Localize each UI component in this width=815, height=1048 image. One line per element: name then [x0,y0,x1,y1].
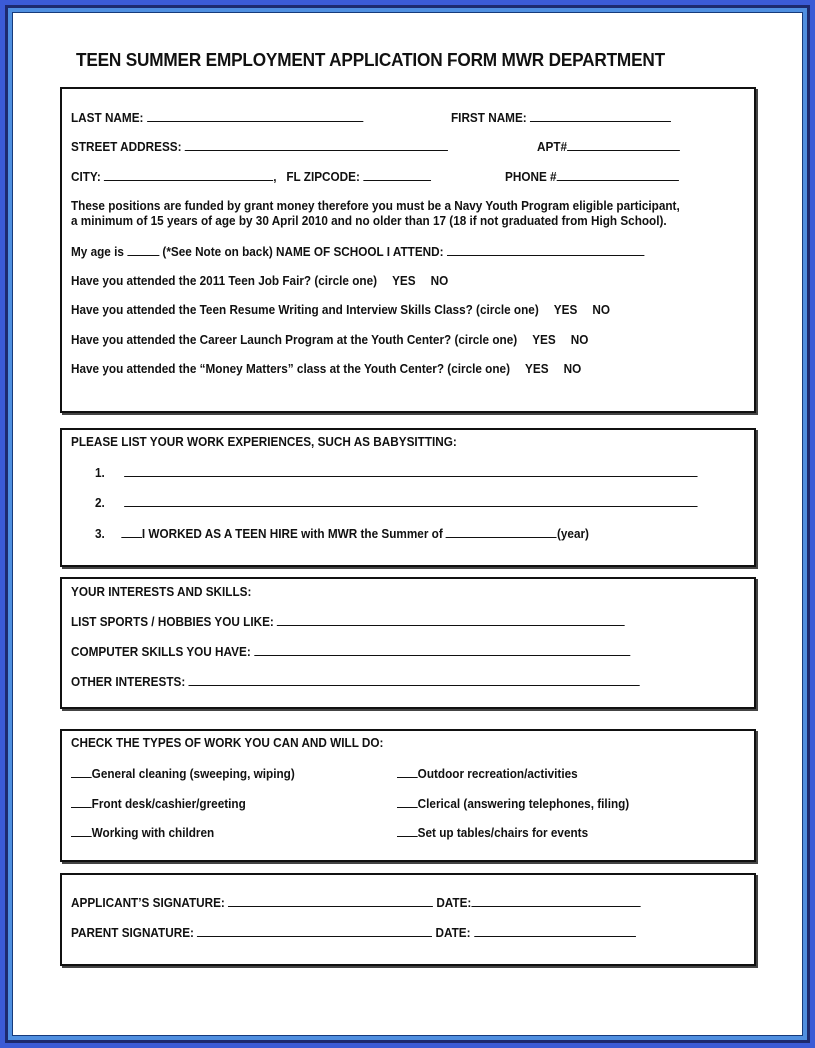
question-row [71,362,581,376]
age-label: My age is [71,245,124,259]
school-label: (*See Note on back) NAME OF SCHOOL I ATTEND: [162,245,444,259]
teen-hire-label: I WORKED AS A TEEN HIRE with MWR the Summer of [141,527,443,541]
applicant-date-field[interactable] [471,895,640,907]
year-field[interactable] [446,526,557,538]
first-name-label: FIRST NAME: [451,111,527,125]
parent-signature-field[interactable] [197,925,432,937]
last-name-row [71,110,363,125]
last-name-label: LAST NAME: [71,111,144,125]
apt-row [537,139,680,154]
type-option [397,766,578,781]
city-row [71,169,431,184]
phone-label: PHONE # [505,170,557,184]
street-address-label: STREET ADDRESS: [71,140,182,154]
applicant-signature-label: APPLICANT’S SIGNATURE: [71,896,225,910]
question-row [71,303,610,317]
type-label: General cleaning (sweeping, wiping) [91,767,295,781]
type-check[interactable] [71,825,92,837]
item-number: 2. [95,496,105,510]
question-text: Have you attended the Career Launch Program at the Youth Center? (circle one) [71,333,518,347]
type-check[interactable] [397,796,418,808]
age-school-row [71,244,644,259]
street-row [71,139,448,154]
question-row [71,333,588,347]
yes-option[interactable]: YES [532,333,556,347]
type-check[interactable] [397,825,418,837]
type-option [397,825,588,840]
question-row [71,274,448,288]
city-comma: , [273,170,277,184]
phone-row [505,169,679,184]
computer-row [71,644,630,659]
zipcode-field[interactable] [363,169,431,181]
interests-heading: YOUR INTERESTS AND SKILLS: [71,585,252,599]
type-label: Outdoor recreation/activities [417,767,578,781]
work-heading: PLEASE LIST YOUR WORK EXPERIENCES, SUCH AS BABYSITTING: [71,435,457,449]
type-check[interactable] [71,766,92,778]
zipcode-label: FL ZIPCODE: [286,170,360,184]
applicant-signature-field[interactable] [228,895,433,907]
item-number: 3. [95,527,105,541]
other-label: OTHER INTERESTS: [71,675,186,689]
signature-section [60,873,756,966]
yes-option[interactable]: YES [553,303,578,317]
last-name-field[interactable] [147,110,363,122]
other-field[interactable] [189,674,640,686]
parent-signature-label: PARENT SIGNATURE: [71,926,194,940]
question-text: Have you attended the 2011 Teen Job Fair? (circle one) [71,274,378,288]
type-option [71,766,295,781]
sports-label: LIST SPORTS / HOBBIES YOU LIKE: [71,615,274,629]
type-check[interactable] [71,796,92,808]
eligibility-line-1: These positions are funded by grant money therefore you must be a Navy Youth Program eligible participant, [71,199,680,213]
age-field[interactable] [127,244,159,256]
school-field[interactable] [447,244,644,256]
type-option [397,796,629,811]
work-item-2 [95,495,698,510]
city-label: CITY: [71,170,101,184]
first-name-row [451,110,671,125]
sports-row [71,614,625,629]
work-field-1[interactable] [124,465,697,477]
yes-option[interactable]: YES [525,362,549,376]
phone-field[interactable] [557,169,679,181]
work-item-3 [95,526,589,541]
form-title: TEEN SUMMER EMPLOYMENT APPLICATION FORM MWR DEPARTMENT [76,49,665,70]
work-item-1 [95,465,698,480]
apt-field[interactable] [567,139,680,151]
date-label: DATE: [436,896,472,910]
type-label: Set up tables/chairs for events [417,826,589,840]
year-label: (year) [556,527,589,541]
other-row [71,674,640,689]
yes-option[interactable]: YES [392,274,416,288]
computer-field[interactable] [254,644,630,656]
type-check[interactable] [397,766,418,778]
type-label: Front desk/cashier/greeting [91,797,246,811]
sports-field[interactable] [277,614,625,626]
teen-hire-check[interactable] [121,526,142,538]
first-name-field[interactable] [530,110,671,122]
question-text: Have you attended the Teen Resume Writing and Interview Skills Class? (circle one) [71,303,539,317]
no-option[interactable]: NO [570,333,589,347]
types-heading: CHECK THE TYPES OF WORK YOU CAN AND WILL DO: [71,736,384,750]
computer-label: COMPUTER SKILLS YOU HAVE: [71,645,251,659]
type-label: Clerical (answering telephones, filing) [417,797,630,811]
date-label: DATE: [435,926,471,940]
type-option [71,825,214,840]
parent-date-field[interactable] [474,925,636,937]
eligibility-line-2: a minimum of 15 years of age by 30 April 2010 and no older than 17 (18 if not graduated from High School). [71,214,667,228]
street-address-field[interactable] [185,139,448,151]
no-option[interactable]: NO [563,362,582,376]
question-text: Have you attended the “Money Matters” class at the Youth Center? (circle one) [71,362,510,376]
parent-signature-row [71,925,635,940]
apt-label: APT# [537,140,568,154]
type-option [71,796,246,811]
city-field[interactable] [104,169,273,181]
type-label: Working with children [91,826,215,840]
no-option[interactable]: NO [592,303,610,317]
no-option[interactable]: NO [430,274,449,288]
work-field-2[interactable] [124,495,697,507]
applicant-signature-row [71,895,641,910]
item-number: 1. [95,466,105,480]
